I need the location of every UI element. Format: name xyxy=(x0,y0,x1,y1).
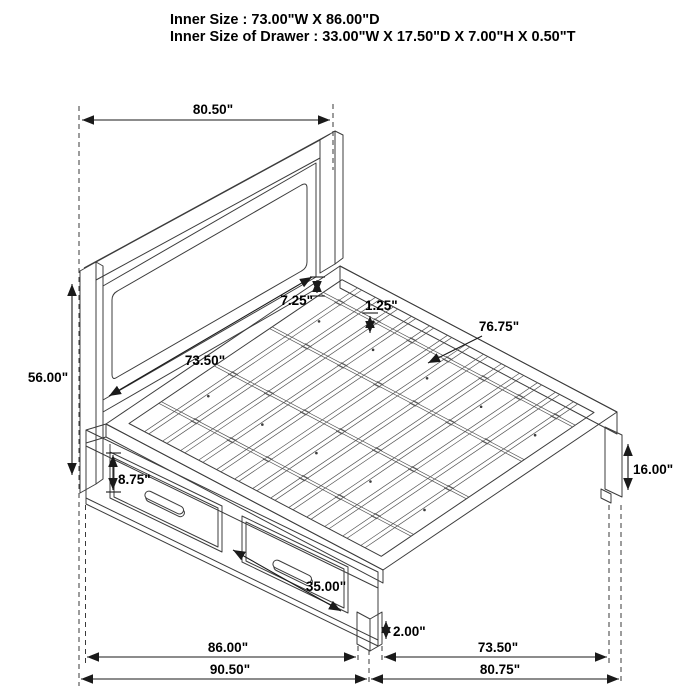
slat-line xyxy=(515,397,521,400)
screw-dot xyxy=(369,480,372,483)
side-rail-near xyxy=(106,424,383,583)
headboard-inner-panel xyxy=(112,184,307,378)
slat-line xyxy=(167,300,380,444)
drawer-size-note: Inner Size of Drawer : 33.00"W X 17.50"D X 7.00"H X 0.50"T xyxy=(170,29,576,45)
slat-line xyxy=(341,363,347,366)
slat-line xyxy=(323,292,575,425)
screw-dot xyxy=(423,509,426,512)
legs xyxy=(357,427,622,651)
label-foot-inner: 73.50" xyxy=(477,640,519,655)
slat-line xyxy=(338,300,344,303)
slat-line xyxy=(365,404,578,548)
slat-line xyxy=(289,364,502,508)
screw-dot xyxy=(372,349,375,352)
extension-lines xyxy=(79,104,621,686)
label-floor-clearance: 2.00" xyxy=(393,624,426,639)
label-slat-thickness: 1.25" xyxy=(365,298,398,313)
slat-line xyxy=(335,497,341,500)
slat-line xyxy=(518,394,524,397)
platform-deck xyxy=(106,266,617,583)
label-headboard-height: 56.00" xyxy=(27,370,69,385)
slat-line xyxy=(410,338,416,341)
label-panel-width: 73.50" xyxy=(184,353,226,368)
drawer-2-front-inner xyxy=(246,522,347,608)
slat-line xyxy=(554,413,560,416)
screw-dot xyxy=(480,405,483,408)
slat-line xyxy=(371,516,377,519)
headboard-left-post xyxy=(80,262,96,493)
headboard-top-rail xyxy=(96,140,320,280)
slat-line xyxy=(335,302,341,305)
slat-line xyxy=(329,385,542,529)
slat-line xyxy=(275,357,488,501)
slat-line xyxy=(340,428,346,431)
slat-line xyxy=(485,438,491,441)
slat-line xyxy=(239,338,452,482)
screw-dot xyxy=(318,320,321,323)
slat-line xyxy=(446,356,452,359)
slat-line xyxy=(343,392,556,536)
slat-line xyxy=(227,440,233,443)
slat-line xyxy=(443,359,449,362)
slat-line xyxy=(482,441,488,444)
slat-line xyxy=(266,456,272,459)
screw-dot xyxy=(426,377,429,380)
headboard-right-post-side xyxy=(335,131,343,264)
slat-line xyxy=(373,384,379,387)
label-overall-depth: 90.50" xyxy=(209,662,251,677)
label-footboard-height: 16.00" xyxy=(633,462,674,477)
inner-size-note: Inner Size : 73.00"W X 86.00"D xyxy=(170,12,380,28)
slat-line xyxy=(361,402,574,546)
slat-line xyxy=(449,419,455,422)
drawer-unit-bottom-rail-line xyxy=(86,498,378,640)
slat-line xyxy=(347,394,560,538)
screw-dot xyxy=(261,423,264,426)
slat-line xyxy=(264,393,270,396)
slat-line xyxy=(230,437,236,440)
slat-line xyxy=(268,390,274,393)
slat-line xyxy=(235,335,448,479)
dimension-labels xyxy=(28,102,673,677)
label-overall-foot: 80.75" xyxy=(479,662,521,677)
slat-line xyxy=(325,383,538,527)
slat-line xyxy=(372,450,378,453)
slat-line xyxy=(305,344,311,347)
screw-dot xyxy=(315,452,318,455)
headboard-left-post-side xyxy=(96,262,103,484)
slat-line xyxy=(263,459,269,462)
foot-leg-left-face xyxy=(357,612,370,651)
label-post-gap: 7.25" xyxy=(280,293,313,308)
slat-line xyxy=(444,488,450,491)
slat-line xyxy=(221,328,434,472)
slat-line xyxy=(413,400,419,403)
right-leg xyxy=(605,427,622,497)
slat-line xyxy=(375,513,381,516)
slat-line xyxy=(203,319,416,463)
slat-line xyxy=(407,340,413,343)
slat-line xyxy=(301,346,307,349)
slat-line xyxy=(408,469,414,472)
slat-line xyxy=(412,466,418,469)
slat-line xyxy=(410,403,416,406)
slat-line xyxy=(374,319,380,322)
slat-line xyxy=(338,494,344,497)
label-drawer-height: 8.75" xyxy=(118,472,151,487)
slat-line xyxy=(163,297,376,441)
slat-line xyxy=(181,307,394,451)
slat-line xyxy=(479,378,485,381)
slat-line xyxy=(446,422,452,425)
slat-line xyxy=(271,354,484,498)
slat-line xyxy=(191,421,197,424)
label-headboard-width: 80.50" xyxy=(192,102,234,117)
side-rail-far xyxy=(340,266,617,434)
slat-line xyxy=(377,382,383,385)
slat-line xyxy=(304,409,310,412)
slat-line xyxy=(448,485,454,488)
slat-line xyxy=(228,374,234,377)
slat-line xyxy=(299,478,305,481)
slat-line xyxy=(194,418,200,421)
slat-line xyxy=(311,375,524,519)
drawer-base-unit xyxy=(86,424,378,646)
slat-line xyxy=(337,365,343,368)
slat-line xyxy=(336,431,342,434)
slat-line xyxy=(253,345,466,489)
slat-line xyxy=(376,447,382,450)
slat-line xyxy=(307,373,520,517)
slat-line xyxy=(232,371,238,374)
header-notes xyxy=(170,12,576,45)
deck-inner-frame xyxy=(129,280,594,557)
slat-line xyxy=(144,288,357,432)
slat-line xyxy=(300,412,306,415)
slat-line xyxy=(371,321,377,324)
headboard xyxy=(80,131,343,493)
drawer-unit-face xyxy=(86,430,378,646)
slat-line xyxy=(293,366,506,510)
label-slat-span: 76.75" xyxy=(478,319,520,334)
label-base-depth: 86.00" xyxy=(207,640,249,655)
slat-line xyxy=(321,294,573,427)
slat-line xyxy=(185,309,398,453)
screw-dot xyxy=(207,395,210,398)
slat-line xyxy=(257,347,470,491)
label-drawer-width: 35.00" xyxy=(305,579,347,594)
slat-line xyxy=(217,326,430,470)
drawer-unit-top-rail-line xyxy=(86,446,378,588)
screw-dot xyxy=(534,434,537,437)
headboard-top-back-edge xyxy=(84,134,330,268)
slat-line xyxy=(302,475,308,478)
slat-line xyxy=(551,416,557,419)
slat-line xyxy=(482,375,488,378)
